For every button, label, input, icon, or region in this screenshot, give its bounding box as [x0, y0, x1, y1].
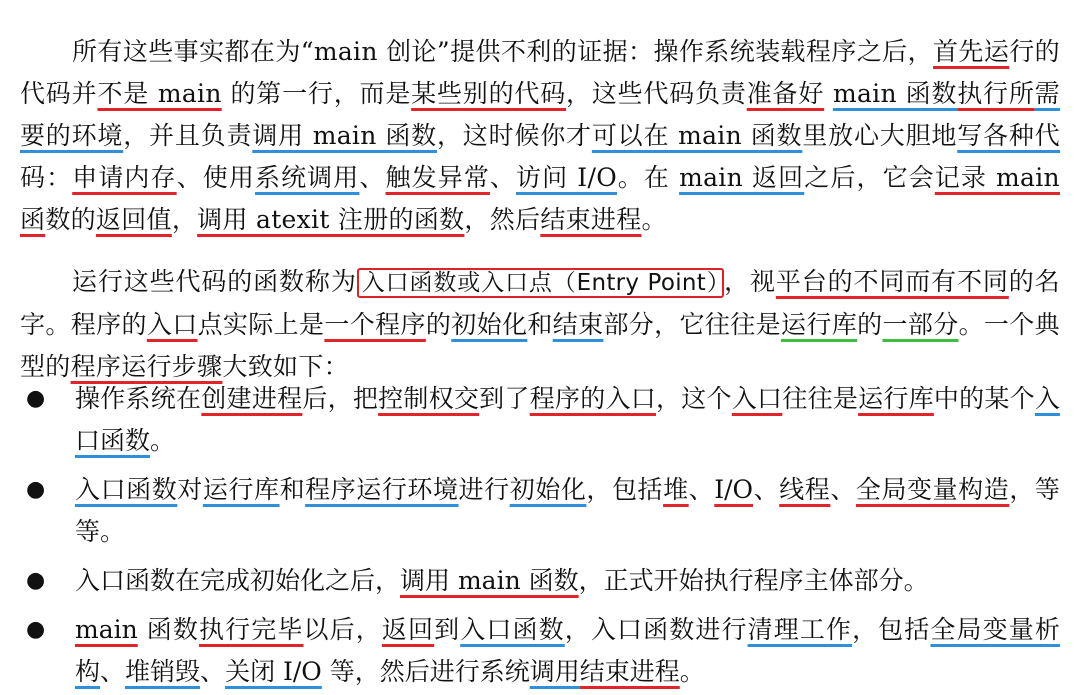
text: 码： — [20, 163, 73, 192]
text: 操作系统在 — [75, 384, 202, 413]
text: 、使用 — [176, 163, 255, 192]
highlight-blue: 结束 — [552, 310, 604, 339]
bullet-icon: ● — [26, 386, 46, 411]
text: 对 — [177, 475, 203, 504]
text: ，等等。 — [75, 475, 1060, 546]
text: 之后，它会 — [804, 163, 935, 192]
highlight-green: 一部分 — [882, 310, 959, 339]
text: ，包括 — [852, 615, 931, 644]
highlight-red: 全局变量构造 — [855, 475, 1010, 504]
highlight-blue: 入口函数 — [75, 475, 178, 504]
highlight-blue: 全局变量析构 — [75, 615, 1060, 686]
highlight-blue: 程序运行环境 — [305, 475, 459, 504]
bullet-icon: ● — [26, 477, 46, 502]
text: 和 — [279, 475, 306, 504]
text: 行的代码并 — [20, 37, 1060, 108]
text: 所有这些事实都在为“main 创论”提供不利的证据：操作系统装载程序之后， — [72, 37, 934, 66]
text: ，这些代码负责 — [566, 79, 747, 108]
highlight-red: 调用 main 函数 — [400, 566, 579, 595]
text: 。在 — [617, 163, 680, 192]
highlight-red: 平台的不同而有不同 — [775, 267, 1009, 296]
text: ，这个 — [656, 384, 732, 413]
highlight-blue: 初始化 — [451, 310, 528, 339]
list-item — [20, 469, 1060, 553]
text: 运行这些代码的函数称为 — [72, 267, 357, 296]
bullet-icon: ● — [26, 568, 46, 593]
highlight-blue: main 函数 — [832, 79, 958, 108]
text: ，正式开始执行程序主体部分。 — [578, 566, 929, 595]
highlight-blue: 可以在 main 函数 — [591, 121, 803, 150]
highlight-blue: 系统调用 — [254, 163, 360, 192]
highlight-red: 某些别的代码 — [411, 79, 567, 108]
paragraph-entry-point — [20, 261, 1060, 388]
text: 、 — [830, 475, 856, 504]
highlight-blue: 入口函数 — [75, 384, 1060, 455]
highlight-red: 记录 main 函 — [20, 163, 1060, 234]
highlight-blue: 清理工作 — [747, 615, 853, 644]
highlight-blue: 运行库 — [202, 475, 280, 504]
paragraph-intro — [20, 31, 1060, 241]
text: ，包括 — [586, 475, 664, 504]
boxed-term-entry-point: 入口函数或入口点（Entry Point） — [357, 268, 724, 298]
text: 数的 — [45, 205, 96, 234]
text: 。 — [679, 657, 705, 686]
text: 以后， — [303, 615, 382, 644]
text: 的 — [857, 310, 883, 339]
highlight-red: 触发异常 — [385, 163, 490, 192]
highlight-red: 一个程序 — [324, 310, 426, 339]
text: 的第一行，而是 — [221, 79, 412, 108]
highlight-blue: main 返回 — [679, 163, 805, 192]
text: ，视 — [724, 267, 776, 296]
text: ，并且负责 — [123, 121, 253, 150]
text: ，入口函数进行 — [564, 615, 748, 644]
list-item — [20, 378, 1060, 462]
text: 、 — [359, 163, 386, 192]
text: 中的某个 — [933, 384, 1035, 413]
text: 。一个典型的 — [20, 310, 1060, 381]
text: 大致如下： — [222, 352, 349, 381]
text: 的名字。程序的 — [20, 267, 1060, 339]
highlight-blue: 需要的环境 — [20, 79, 1060, 150]
text: 函数 — [137, 615, 200, 644]
highlight-red: 返回值 — [95, 205, 172, 234]
text: 、 — [200, 657, 226, 686]
highlight-red: 不是 main — [97, 79, 222, 108]
text: 。 — [150, 426, 176, 455]
highlight-red: 返回 — [381, 615, 435, 644]
highlight-blue: 访问 I/O — [516, 163, 617, 192]
highlight-red: 创建进程 — [201, 384, 303, 413]
text: 里放心大胆地 — [802, 121, 958, 150]
highlight-red: 首先运 — [933, 37, 1010, 66]
text: 的 — [425, 310, 452, 339]
text: 。 — [641, 205, 667, 234]
text: 、 — [688, 475, 715, 504]
list-item — [20, 609, 1060, 693]
text: 入口函数在完成初始化之后， — [75, 566, 401, 595]
highlight-red: 入口 — [731, 384, 783, 413]
highlight-blue: 关闭 I/O — [225, 657, 322, 686]
text: 进行 — [458, 475, 510, 504]
list-item — [20, 560, 1060, 602]
highlight-red: 执行完毕 — [199, 615, 304, 644]
text: 、 — [100, 657, 126, 686]
text: 部分，它往往是 — [603, 310, 781, 339]
text: 和 — [527, 310, 553, 339]
highlight-red: 程序运行步骤 — [70, 352, 223, 381]
highlight-red: 调用 atexit 注册的函数 — [197, 205, 465, 234]
text: 、 — [753, 475, 780, 504]
highlight-green: 运行库 — [781, 310, 858, 339]
highlight-red: 执行所 — [957, 79, 1035, 108]
highlight-red: 结束进程 — [540, 205, 642, 234]
highlight-red: 线程 — [779, 475, 831, 504]
text: 等，然后进行系统 — [321, 657, 530, 686]
text — [824, 79, 833, 108]
steps-list — [20, 378, 1060, 693]
highlight-red: 入口 — [146, 310, 198, 339]
highlight-red: 准备好 — [746, 79, 825, 108]
highlight-blue: 调用 — [529, 657, 580, 686]
highlight-red: 运行库 — [858, 384, 934, 413]
highlight-red: 程序的入口 — [529, 384, 656, 413]
text: ，然后 — [464, 205, 541, 234]
text: ， — [171, 205, 198, 234]
highlight-red: 结束进程 — [579, 657, 680, 686]
highlight-red: 堆 — [663, 475, 689, 504]
text: ，这时候你才 — [437, 121, 592, 150]
highlight-red: 控制权交 — [378, 384, 480, 413]
text: 、 — [489, 163, 517, 192]
text: 点实际上是 — [197, 310, 325, 339]
text: 到了 — [479, 384, 530, 413]
text: 后，把 — [302, 384, 379, 413]
highlight-blue: 堆销毁 — [125, 657, 201, 686]
text: 到 — [434, 615, 461, 644]
highlight-blue: 调用 main 函数 — [252, 121, 437, 150]
highlight-red: 申请内存 — [72, 163, 177, 192]
highlight-blue: 入口函数 — [460, 615, 565, 644]
bullet-icon: ● — [26, 617, 46, 642]
highlight-blue: 写各种代 — [957, 121, 1060, 150]
highlight-red: I/O — [714, 475, 754, 504]
text: 往往是 — [782, 384, 859, 413]
highlight-red: main — [75, 615, 138, 644]
highlight-blue: 初始化 — [509, 475, 587, 504]
